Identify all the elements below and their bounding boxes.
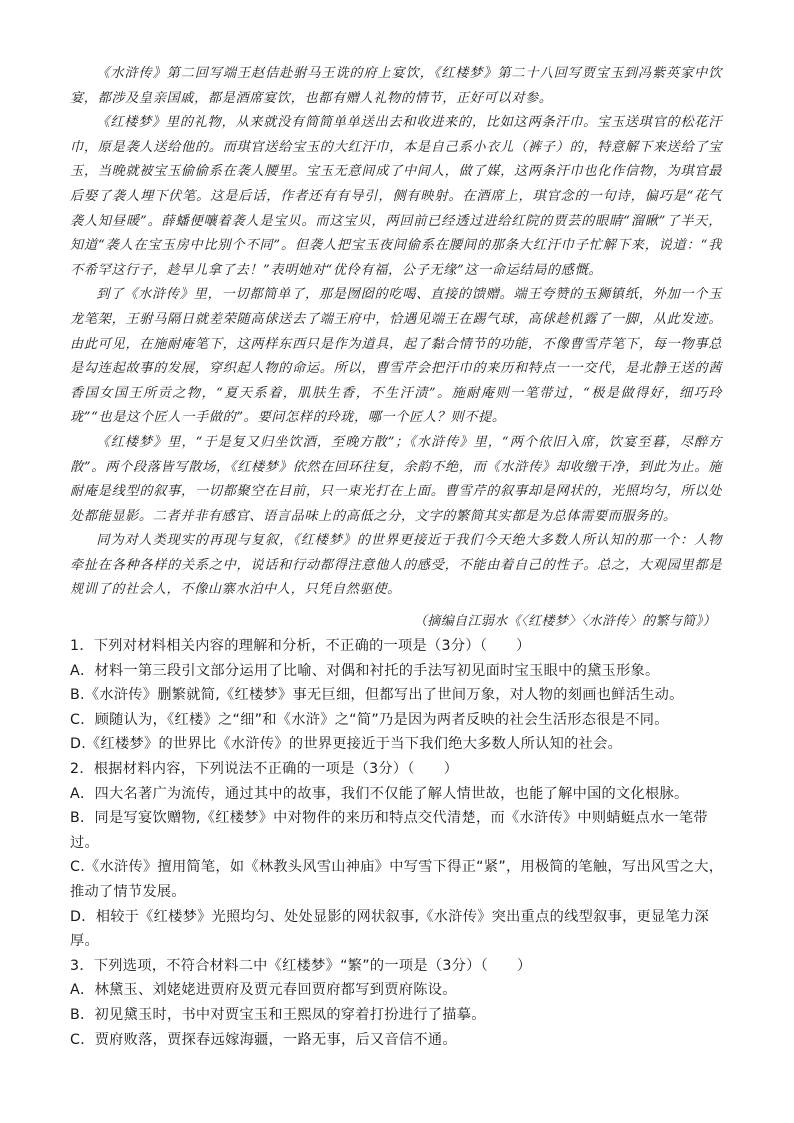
question-option: B.《水浒传》删繁就简,《红楼梦》事无巨细，但都写出了世间万象，对人物的刻画也鲜活生动。 — [70, 687, 684, 704]
passage-paragraph: 到了《水浒传》里，一切都简单了，那是囫囵的吃喝、直接的馈赠。端王夸赞的玉狮镇纸，外加一个玉龙笔架，王驸马隔日就差荣随高俅送去了端王府中，恰遇见端王在踢气球，高俅趁机露了一脚，从此发迹。由此可见，在施耐庵笔下，这两样东西只是作为道具，起了黏合情节的功能，不像曹雪芹笔下，每一物事总是勾连起故事的发展，穿织起人物的命运。所以，曹雪芹会把汗巾的来历和特点一一交代，是北静王送的茜香国女国王所贡之物，“夏天系着，肌肤生香，不生汗渍”。施耐庵则一笔带过，“极是做得好，细巧玲珑”“也是这个匠人一手做的”。要问怎样的玲珑，哪一个匠人？则不提。 — [70, 287, 722, 426]
question-stem: 3．下列选项，不符合材料二中《红楼梦》“繁”的一项是（3分）（ ） — [70, 957, 532, 974]
passage-paragraph: 《水浒传》第二回写端王赵佶赴驸马王诜的府上宴饮，《红楼梦》第二十八回写贾宝玉到冯紫英家中饮宴，都涉及皇亲国戚，都是酒席宴饮，也都有赠人礼物的情节，正好可以对参。 — [70, 66, 722, 106]
question-option: A．四大名著广为流传，通过其中的故事，我们不仅能了解人情世故，也能了解中国的文化根脉。 — [70, 785, 689, 802]
question-option: D．相较于《红楼梦》光照均匀、处处显影的网状叙事,《水浒传》突出重点的线型叙事，更显笔力深厚。 — [70, 908, 709, 950]
question-option: D.《红楼梦》的世界比《水浒传》的世界更接近于当下我们绝大多数人所认知的社会。 — [70, 736, 623, 753]
question-option: B．初见黛玉时，书中对贾宝玉和王熙凤的穿着打扮进行了描摹。 — [70, 1006, 486, 1023]
question-stem: 1．下列对材料相关内容的理解和分析，不正确的一项是（3分）（ ） — [70, 638, 531, 654]
question-option: A．材料一第三段引文部分运用了比喻、对偶和衬托的手法写初见面时宝玉眼中的黛玉形象。 — [70, 662, 660, 679]
question-option: C．贾府败落，贾探春远嫁海疆，一路无事，后又音信不通。 — [70, 1031, 457, 1048]
question-option: B．同是写宴饮赠物,《红楼梦》中对物件的来历和特点交代清楚，而《水浒传》中则蜻蜓点水一笔带过。 — [70, 810, 708, 851]
question-stem: 2．根据材料内容，下列说法不正确的一项是（3分）（ ） — [70, 760, 459, 777]
passage-paragraph: 同为对人类现实的再现与复叙，《红楼梦》的世界更接近于我们今天绝大多数人所认知的那一个：人物牵扯在各种各样的关系之中，说话和行动都得注意他人的感受，不能由着自己的性子。总之，大观园里都是规训了的社会人，不像山寨水泊中人，只凭自然驱使。 — [70, 533, 722, 598]
passage-paragraph: 《红楼梦》里，“于是复又归坐饮酒，至晚方散”；《水浒传》里，“两个依旧入席，饮宴至暮，尽醉方散”。两个段落皆写散场，《红楼梦》依然在回环往复，余韵不绝，而《水浒传》却收缴干净，到此为止。施耐庵是线型的叙事，一切都聚空在目前，只一束光打在上面。曹雪芹的叙事却是网状的，光照均匀，所以处处都能显影。二者并非有感官、语言品味上的高低之分，文字的繁简其实都是为总体需要而服务的。 — [70, 434, 722, 524]
reading-passage — [70, 62, 722, 603]
passage-paragraph: 《红楼梦》里的礼物，从来就没有简简单单送出去和收进来的，比如这两条汗巾。宝玉送琪官的松花汗巾，原是袭人送给他的。而琪官送给宝玉的大红汗巾，本是自己系小衣儿（裤子）的，特意解下来送给了宝玉，当晚就被宝玉偷偷系在袭人腰里。宝玉无意间成了中间人，做了媒，这两条汗巾也化作信物，为琪官最后娶了袭人埋下伏笔。这是后话，作者还有有导引，侧有映射。在酒席上，琪官念的一句诗，偏巧是“花气袭人知昼暖”。薛蟠便嚷着袭人是宝贝。而这宝贝，两回前已经透过进给红院的贾芸的眼睛“溜瞅”了半天，知道“袭人在宝玉房中比别个不同”。但袭人把宝玉夜间偷系在腰间的那条大红汗巾子忙解下来，说道：“我不希罕这行子，趁早儿拿了去！”表明她对“优伶有福，公子无缘”这一命运结局的感慨。 — [70, 115, 722, 278]
passage-source: （摘编自江弱水《〈红楼梦〉〈水浒传〉的繁与简》） — [413, 614, 716, 629]
question-option: C.《水浒传》擅用简笔，如《林教头风雪山神庙》中写雪下得正“紧”，用极简的笔触，写出风雪之大，推动了情节发展。 — [70, 859, 724, 900]
question-option: A．林黛玉、刘姥姥进贾府及贾元春回贾府都写到贾府陈设。 — [70, 982, 457, 999]
question-list — [70, 634, 730, 1052]
question-option: C．顾随认为，《红楼》之“细”和《水浒》之“简”乃是因为两者反映的社会生活形态很是不同。 — [70, 711, 669, 728]
